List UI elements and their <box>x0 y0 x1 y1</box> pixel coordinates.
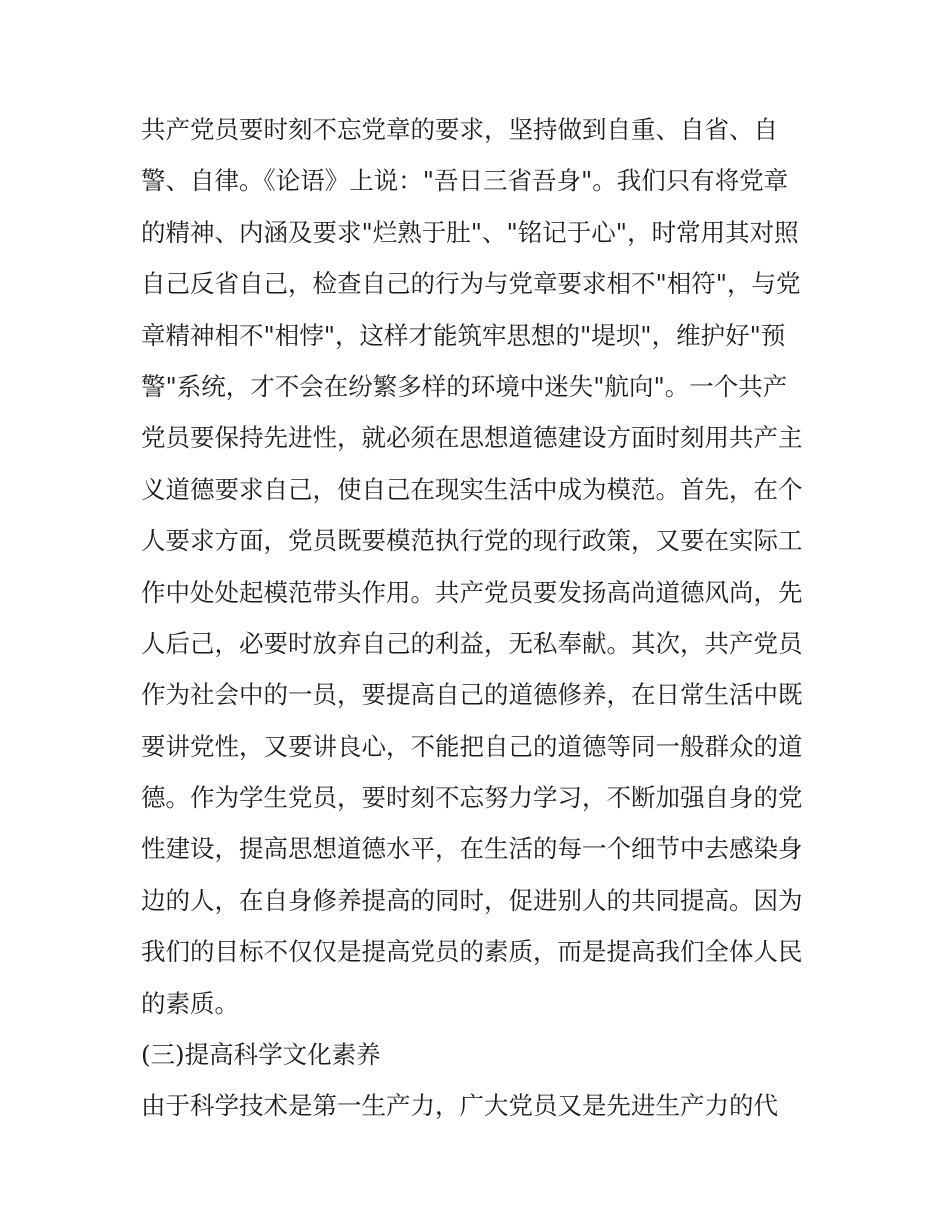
text-line: 章精神相不"相悖"，这样才能筑牢思想的"堤坝"，维护好"预 <box>141 320 786 350</box>
text-line: 我们的目标不仅仅是提高党员的素质，而是提高我们全体人民 <box>141 937 803 967</box>
text-line: 作为社会中的一员，要提高自己的道德修养，在日常生活中既 <box>141 680 803 710</box>
section-heading: (三)提高科学文化素养 <box>141 1040 381 1070</box>
text-line: 边的人，在自身修养提高的同时，促进别人的共同提高。因为 <box>141 885 803 915</box>
text-line: 性建设，提高思想道德水平，在生活的每一个细节中去感染身 <box>141 834 803 864</box>
text-line: 自己反省自己，检查自己的行为与党章要求相不"相符"，与党 <box>141 269 801 299</box>
text-line: 要讲党性，又要讲良心，不能把自己的道德等同一般群众的道 <box>141 731 803 761</box>
document-body <box>141 108 821 1136</box>
text-line: 警"系统，才不会在纷繁多样的环境中迷失"航向"。一个共产 <box>141 371 788 401</box>
text-line: 的素质。 <box>141 988 239 1018</box>
text-line: 共产党员要时刻不忘党章的要求，坚持做到自重、自省、自 <box>141 115 778 144</box>
text-line: 警、自律。《论语》上说："吾日三省吾身"。我们只有将党章 <box>141 166 789 196</box>
text-line: 义道德要求自己，使自己在现实生活中成为模范。首先，在个 <box>141 474 803 504</box>
text-line: 的精神、内涵及要求"烂熟于肚"、"铭记于心"，时常用其对照 <box>141 217 799 247</box>
text-line: 人要求方面，党员既要模范执行党的现行政策，又要在实际工 <box>141 526 803 556</box>
text-line: 德。作为学生党员，要时刻不忘努力学习，不断加强自身的党 <box>141 783 803 813</box>
text-line: 作中处处起模范带头作用。共产党员要发扬高尚道德风尚，先 <box>141 577 803 607</box>
text-line: 人后己，必要时放弃自己的利益，无私奉献。其次，共产党员 <box>141 628 803 658</box>
text-line: 由于科学技术是第一生产力，广大党员又是先进生产力的代 <box>141 1091 778 1121</box>
text-line: 党员要保持先进性，就必须在思想道德建设方面时刻用共产主 <box>141 423 803 453</box>
